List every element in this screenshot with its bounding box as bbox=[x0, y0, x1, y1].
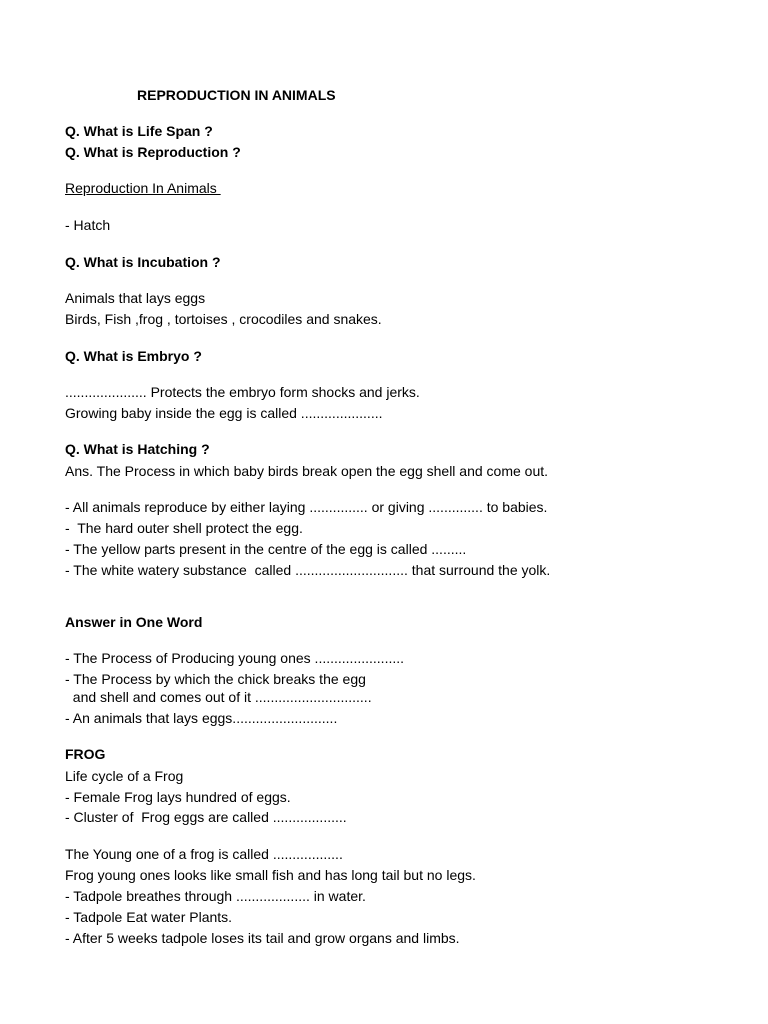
one-word-heading: Answer in One Word bbox=[65, 614, 203, 630]
question-incubation: Q. What is Incubation ? bbox=[65, 254, 221, 270]
frog-line-3: - Cluster of Frog eggs are called ................... bbox=[65, 809, 347, 825]
section-heading-reproduction: Reproduction In Animals bbox=[65, 180, 221, 196]
question-embryo: Q. What is Embryo ? bbox=[65, 348, 202, 364]
frog-line-4: The Young one of a frog is called .................. bbox=[65, 846, 343, 862]
fill-line-3: - The yellow parts present in the centre of the egg is called ......... bbox=[65, 541, 467, 557]
fill-line-2: - The hard outer shell protect the egg. bbox=[65, 520, 303, 536]
frog-line-8: - After 5 weeks tadpole loses its tail and grow organs and limbs. bbox=[65, 930, 460, 946]
page-title: REPRODUCTION IN ANIMALS bbox=[137, 87, 336, 103]
frog-line-1: Life cycle of a Frog bbox=[65, 768, 184, 784]
fill-growing-baby: Growing baby inside the egg is called ..................... bbox=[65, 405, 383, 421]
question-life-span: Q. What is Life Span ? bbox=[65, 123, 213, 139]
question-hatching: Q. What is Hatching ? bbox=[65, 441, 210, 457]
fill-line-4: - The white watery substance called ............................. that surround the yolk. bbox=[65, 562, 551, 578]
one-word-item-2a: - The Process by which the chick breaks the egg bbox=[65, 671, 366, 687]
term-hatch: - Hatch bbox=[65, 217, 111, 233]
frog-line-5: Frog young ones looks like small fish and has long tail but no legs. bbox=[65, 867, 476, 883]
egg-layers-list: Birds, Fish ,frog , tortoises , crocodiles and snakes. bbox=[65, 311, 382, 327]
answer-hatching: Ans. The Process in which baby birds break open the egg shell and come out. bbox=[65, 463, 549, 479]
one-word-item-3: - An animals that lays eggs........................... bbox=[65, 710, 338, 726]
question-reproduction: Q. What is Reproduction ? bbox=[65, 144, 241, 160]
frog-line-2: - Female Frog lays hundred of eggs. bbox=[65, 789, 291, 805]
one-word-item-1: - The Process of Producing young ones ....................... bbox=[65, 650, 405, 666]
fill-line-1: - All animals reproduce by either laying ............... or giving .............. to babies. bbox=[65, 499, 548, 515]
frog-heading: FROG bbox=[65, 746, 106, 762]
egg-layers-heading: Animals that lays eggs bbox=[65, 290, 206, 306]
frog-line-6: - Tadpole breathes through ................... in water. bbox=[65, 888, 366, 904]
frog-line-7: - Tadpole Eat water Plants. bbox=[65, 909, 233, 925]
one-word-item-2b: and shell and comes out of it .............................. bbox=[65, 689, 372, 705]
fill-protects-embryo: ..................... Protects the embryo form shocks and jerks. bbox=[65, 384, 420, 400]
